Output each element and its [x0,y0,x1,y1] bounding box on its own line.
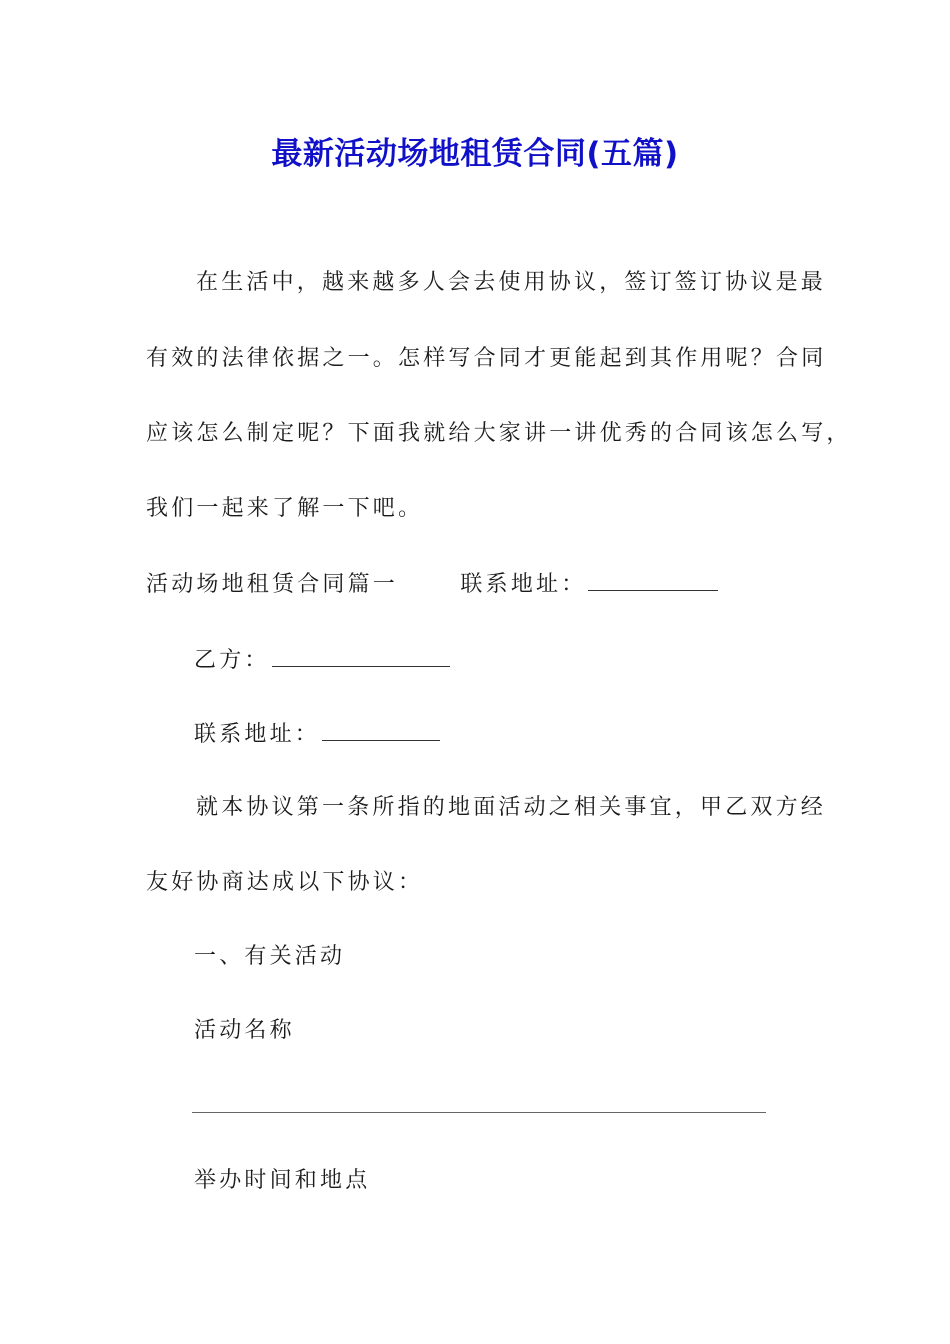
activity-name-blank [192,1112,766,1113]
document-title: 最新活动场地租赁合同(五篇) [271,136,679,172]
intro-line-1: 在生活中，越来越多人会去使用协议，签订签订协议是最 [196,270,827,295]
section-heading: 活动场地租赁合同篇一 [146,572,399,597]
contact-address-blank [588,568,718,591]
time-place-label: 举办时间和地点 [194,1168,371,1193]
activity-name-label: 活动名称 [194,1018,295,1043]
party-b-line [194,644,450,676]
contact-address-line-2 [194,718,440,750]
intro-line-4: 我们一起来了解一下吧。 [146,496,424,521]
intro-line-2: 有效的法律依据之一。怎样写合同才更能起到其作用呢？合同 [146,346,827,371]
clause-1-heading: 一、有关活动 [194,944,346,969]
party-b-label: 乙方： [194,648,270,673]
contact-address-label: 联系地址： [460,572,587,597]
contact-address-blank-2 [322,718,440,741]
agreement-line-1: 就本协议第一条所指的地面活动之相关事宜，甲乙双方经 [196,795,827,820]
contact-address-label-2: 联系地址： [194,722,321,747]
party-b-blank [272,644,450,667]
agreement-line-2: 友好协商达成以下协议： [146,870,424,895]
intro-line-3: 应该怎么制定呢？下面我就给大家讲一讲优秀的合同该怎么写， [146,421,852,446]
section-heading-line [146,568,718,600]
